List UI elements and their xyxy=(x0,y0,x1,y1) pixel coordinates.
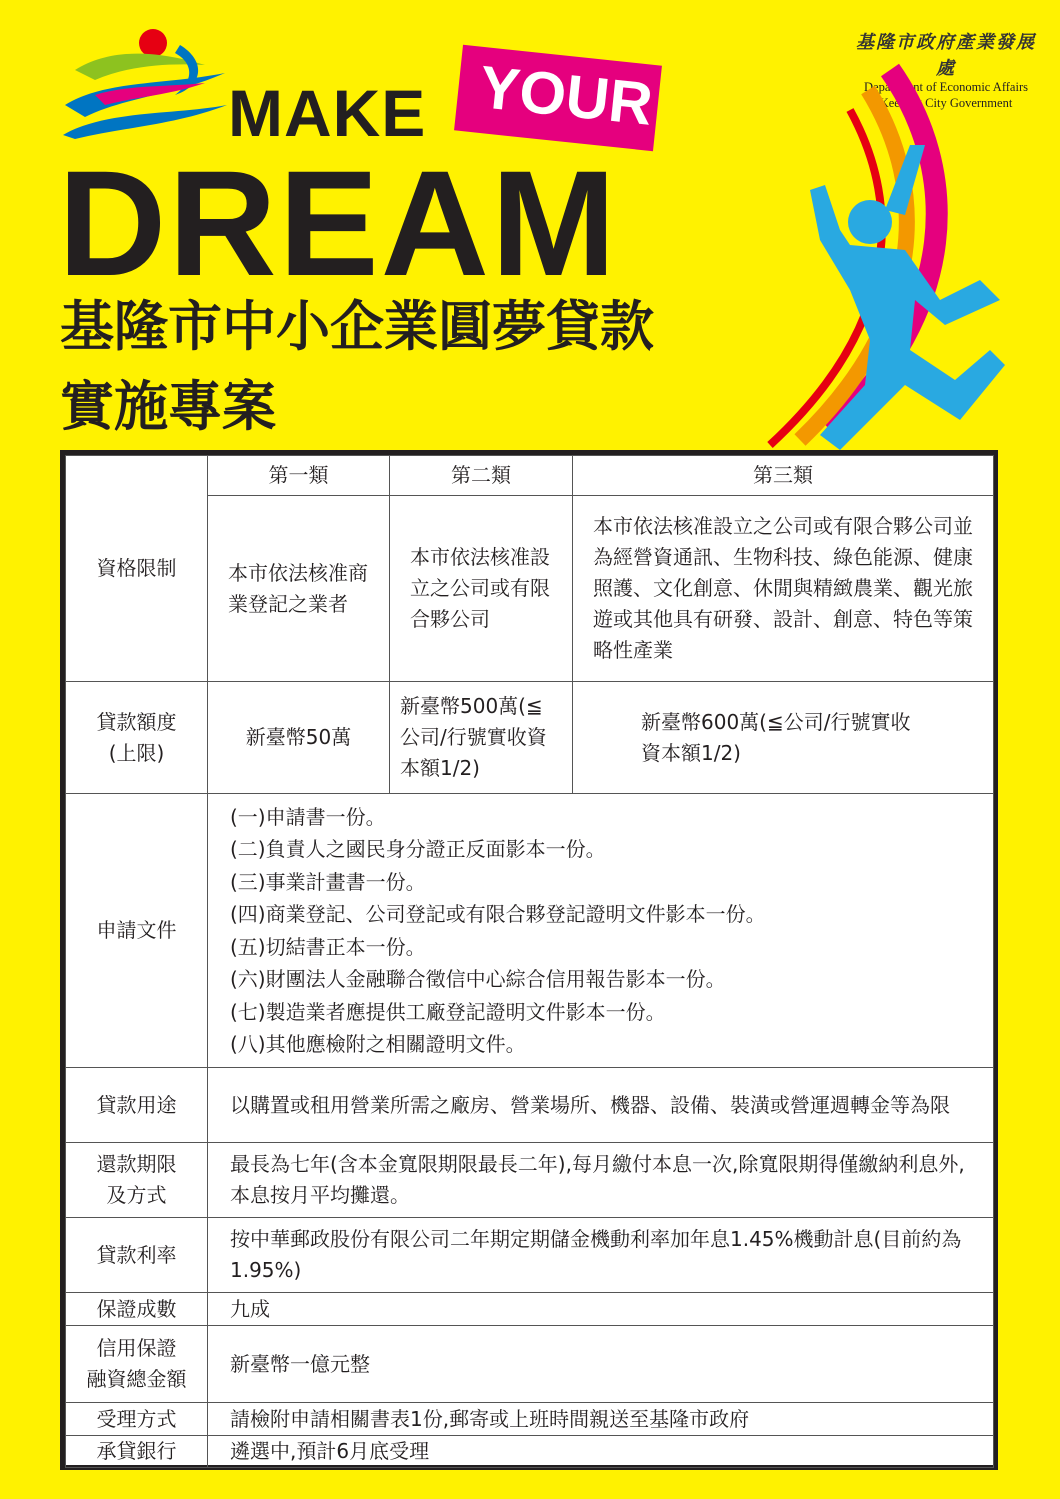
page-title-line1: 基隆市中小企業圓夢貸款 xyxy=(60,295,654,358)
amount-cat-2: 新臺幣500萬(≦公司/行號實收資本額1/2) xyxy=(390,682,573,794)
qual-cat-3: 本市依法核准設立之公司或有限合夥公司並為經營資通訊、生物科技、綠色能源、健康照護、文化創意、休閒與精緻農業、觀光旅遊或其他具有研發、設計、創意、特色等策略性產業 xyxy=(573,496,994,682)
total-label-line2: 融資總金額 xyxy=(86,1367,187,1391)
list-item: (五)切結書正本一份。 xyxy=(230,934,426,959)
department-name-en-2: Keelung City Government xyxy=(879,95,1013,110)
list-item: (三)事業計畫書一份。 xyxy=(230,869,426,894)
col-header-2: 第二類 xyxy=(390,456,573,496)
repay-label-line2: 及方式 xyxy=(106,1183,167,1207)
repay-label-line1: 還款期限 xyxy=(96,1152,177,1176)
your-text: YOUR xyxy=(476,53,656,138)
col-header-3: 第三類 xyxy=(573,456,994,496)
apply-label: 受理方式 xyxy=(66,1403,208,1436)
bank-value: 遴選中,預計6月底受理 xyxy=(208,1436,994,1468)
amount-label xyxy=(66,682,208,794)
total-label-line1: 信用保證 xyxy=(96,1336,177,1360)
amount-cat-1: 新臺幣50萬 xyxy=(208,682,390,794)
qual-label: 資格限制 xyxy=(66,456,208,682)
qual-cat-2: 本市依法核准設立之公司或有限合夥公司 xyxy=(390,496,573,682)
dream-text: DREAM xyxy=(58,139,618,307)
total-label xyxy=(66,1326,208,1403)
list-item: (八)其他應檢附之相關證明文件。 xyxy=(230,1032,526,1056)
city-logo-icon xyxy=(55,25,230,140)
col-header-1: 第一類 xyxy=(208,456,390,496)
list-item: (二)負責人之國民身分證正反面影本一份。 xyxy=(230,837,606,861)
docs-label: 申請文件 xyxy=(66,794,208,1068)
total-value: 新臺幣一億元整 xyxy=(208,1326,994,1403)
qual-cat-1: 本市依法核准商業登記之業者 xyxy=(208,496,390,682)
amount-cat-3: 新臺幣600萬(≦公司/行號實收資本額1/2) xyxy=(573,682,994,794)
jumping-person-illustration xyxy=(700,50,1060,470)
repay-label xyxy=(66,1143,208,1218)
bank-label: 承貸銀行 xyxy=(66,1436,208,1468)
amount-label-line2: (上限) xyxy=(108,740,165,765)
rate-value: 按中華郵政股份有限公司二年期定期儲金機動利率加年息1.45%機動計息(目前約為1.95%) xyxy=(208,1218,994,1293)
repay-value: 最長為七年(含本金寬限期限最長二年),每月繳付本息一次,除寬限期得僅繳納利息外,本息按月平均攤還。 xyxy=(208,1143,994,1218)
amount-label-line1: 貸款額度 xyxy=(96,709,177,734)
list-item: (一)申請書一份。 xyxy=(230,804,386,829)
department-name-en-1: Department of Economic Affairs xyxy=(864,80,1028,94)
docs-list xyxy=(208,794,994,1068)
page-title-line2: 實施專案 xyxy=(60,375,276,438)
department-name-zh: 基隆市政府產業發展處 xyxy=(856,32,1036,78)
use-value: 以購置或租用營業所需之廠房、營業場所、機器、設備、裝潢或營運週轉金等為限 xyxy=(208,1068,994,1143)
list-item: (四)商業登記、公司登記或有限合夥登記證明文件影本一份。 xyxy=(230,902,766,926)
use-label: 貸款用途 xyxy=(66,1068,208,1143)
list-item: (六)財團法人金融聯合徵信中心綜合信用報告影本一份。 xyxy=(230,967,726,991)
apply-value: 請檢附申請相關書表1份,郵寄或上班時間親送至基隆市政府 xyxy=(208,1403,994,1436)
guarantee-value: 九成 xyxy=(208,1293,994,1326)
list-item: (七)製造業者應提供工廠登記證明文件影本一份。 xyxy=(230,999,666,1024)
guarantee-label: 保證成數 xyxy=(66,1293,208,1326)
make-text: MAKE xyxy=(228,76,427,150)
rate-label: 貸款利率 xyxy=(66,1218,208,1293)
loan-info-table xyxy=(60,450,998,1470)
